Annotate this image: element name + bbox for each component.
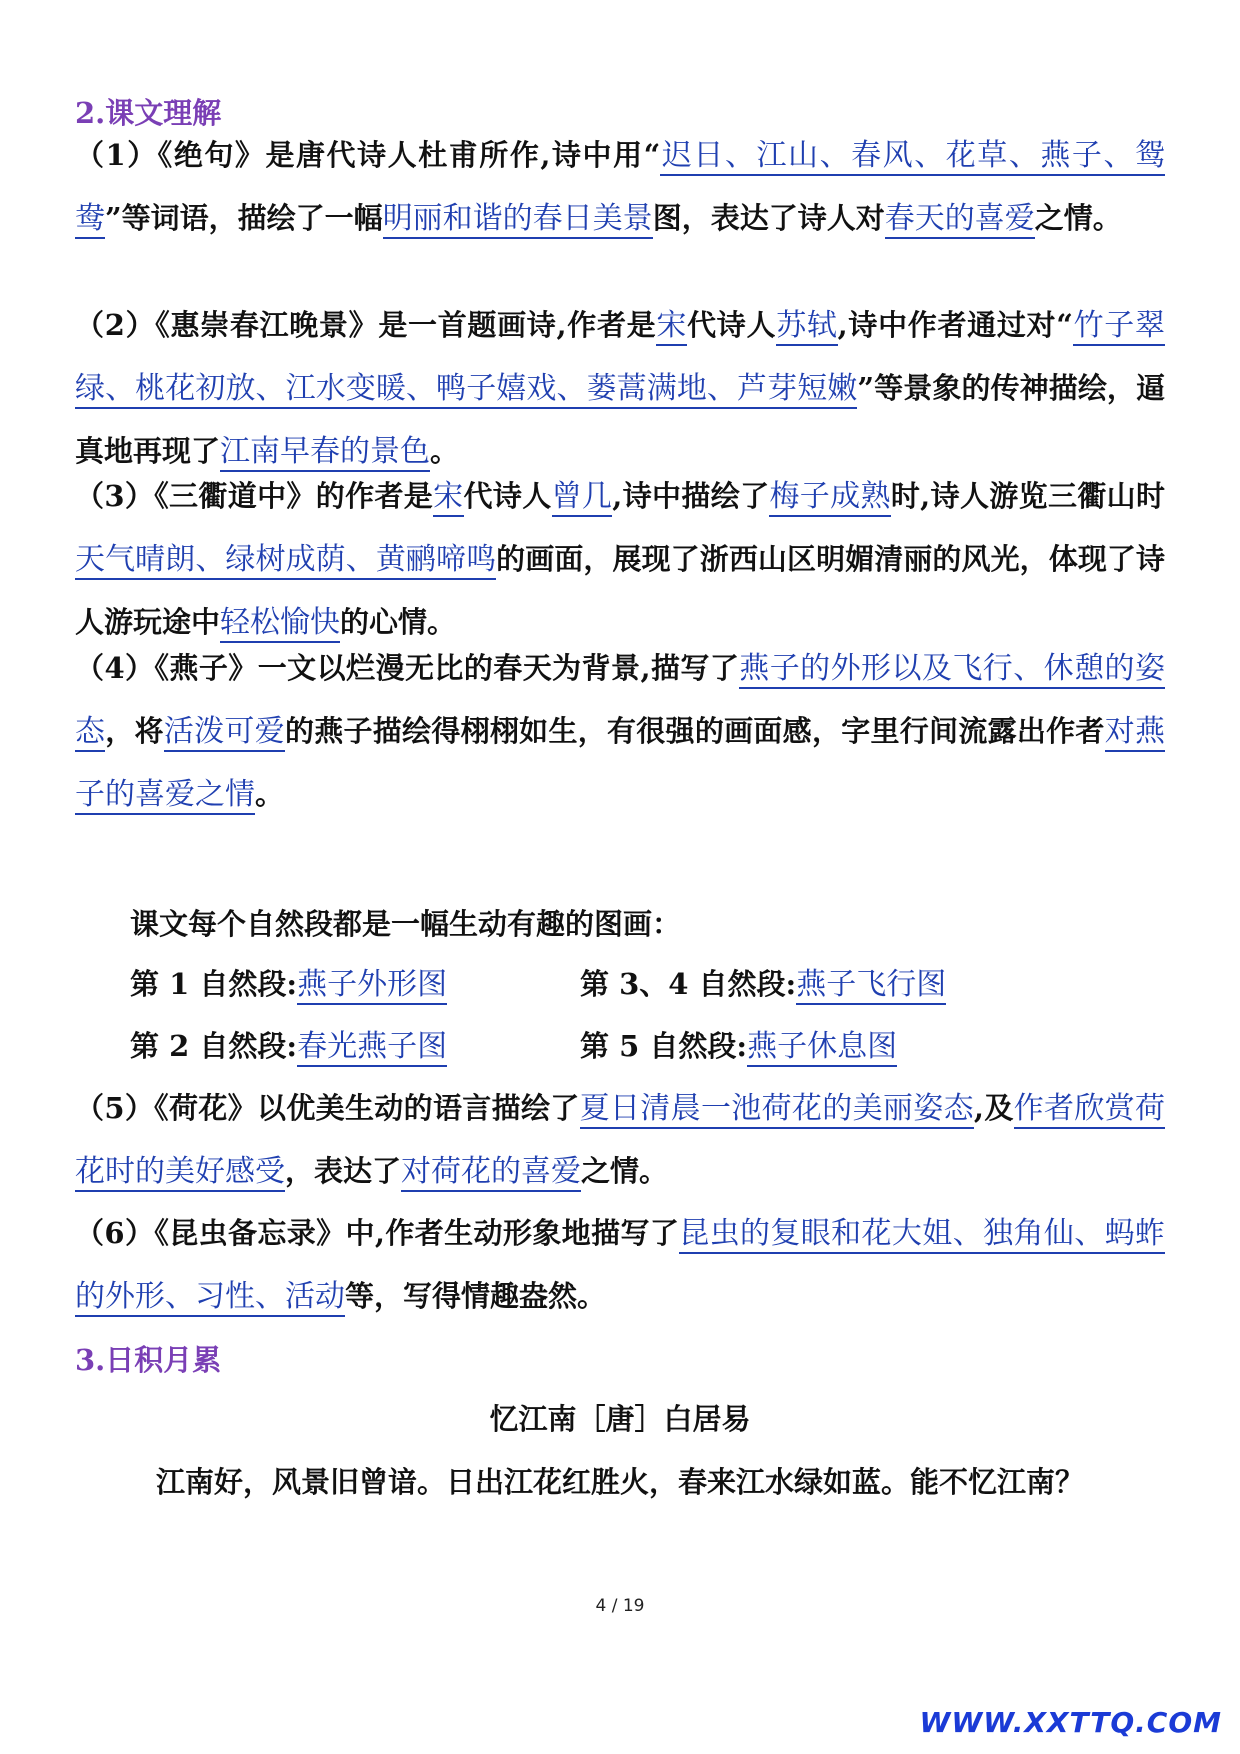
answer-blank: 天气晴朗、绿树成荫、黄鹂啼鸣: [75, 542, 496, 580]
answer-blank: 燕子外形图: [297, 967, 447, 1005]
answer-blank: 对荷花的喜爱: [401, 1154, 581, 1192]
label: 第 1 自然段:: [130, 967, 298, 1001]
para-picture-3-4: [580, 962, 946, 1007]
answer-blank: 昆虫的复眼和花大姐、独角仙、蚂蚱的外形、习性、活动: [75, 1216, 1165, 1317]
text: 之情。: [1034, 201, 1122, 235]
text: 之情。: [581, 1154, 669, 1188]
text: ”等景象的传神描绘，逼真地再现了: [75, 371, 1166, 468]
answer-blank: 迟日、江山、春风、花草、燕子、鸳鸯: [75, 138, 1165, 239]
text: （4）《燕子》一文以烂漫无比的春天为背景,描写了: [75, 651, 740, 685]
poem-body: 江南好，风景旧曾谙。日出江花红胜火，春来江水绿如蓝。能不忆江南？: [155, 1465, 1084, 1499]
site-watermark[interactable]: WWW.XXTTQ.COM: [919, 1706, 1222, 1739]
answer-blank: 春光燕子图: [297, 1029, 447, 1067]
section-heading-accumulation: 3.日积月累: [75, 1343, 222, 1377]
paragraph-6-kunchong: [75, 1202, 1165, 1328]
text: （3）《三衢道中》的作者是: [75, 479, 434, 513]
answer-blank: 梅子成熟: [769, 479, 890, 517]
answer-blank: 宋: [433, 479, 463, 517]
answer-blank: 燕子飞行图: [796, 967, 946, 1005]
text: ，表达了: [285, 1154, 402, 1188]
para-picture-2: [130, 1024, 447, 1069]
text: ,诗中描绘了: [612, 479, 770, 513]
answer-blank: 竹子翠绿、桃花初放、江水变暖、鸭子嬉戏、蒌蒿满地、芦芽短嫩: [75, 308, 1165, 409]
paragraph-3-sanqu: [75, 465, 1165, 654]
text: 的画面，展现了浙西山区明媚清丽的风光，体现了诗人游玩途中: [75, 542, 1165, 639]
answer-blank: 曾几: [552, 479, 613, 517]
section-heading-understanding: 2.课文理解: [75, 96, 222, 130]
text: 代诗人: [463, 479, 552, 513]
paragraph-2-huichong: [75, 294, 1165, 483]
text: ，将: [105, 714, 164, 748]
text: 。: [430, 434, 460, 468]
text: ,及: [973, 1091, 1014, 1125]
answer-blank: 苏轼: [776, 308, 837, 346]
poem-title: 忆江南［唐］白居易: [489, 1402, 751, 1436]
text: （6）《昆虫备忘录》中,作者生动形象地描写了: [75, 1216, 680, 1250]
label: 第 5 自然段:: [580, 1029, 748, 1063]
answer-blank: 对燕子的喜爱之情: [75, 714, 1165, 815]
text: （2）《惠崇春江晚景》是一首题画诗,作者是: [75, 308, 657, 342]
paragraph-4-yanzi: [75, 637, 1165, 826]
text: 时,诗人游览三衢山时: [890, 479, 1166, 513]
answer-blank: 江南早春的景色: [220, 434, 430, 472]
text: （5）《荷花》以优美生动的语言描绘了: [75, 1091, 580, 1125]
text: 等，写得情趣盎然。: [345, 1279, 607, 1313]
text: ”等词语，描绘了一幅: [105, 201, 383, 235]
paragraphs-intro: 课文每个自然段都是一幅生动有趣的图画：: [130, 907, 682, 941]
answer-blank: 燕子休息图: [747, 1029, 897, 1067]
text: 代诗人: [687, 308, 777, 342]
answer-blank: 燕子的外形以及飞行、休憩的姿态: [75, 651, 1165, 752]
label: 第 2 自然段:: [130, 1029, 298, 1063]
answer-blank: 夏日清晨一池荷花的美丽姿态: [580, 1091, 974, 1129]
text: 图，表达了诗人对: [652, 201, 885, 235]
answer-blank: 活泼可爱: [164, 714, 285, 752]
paragraph-5-hehua: [75, 1077, 1165, 1203]
paragraph-1-jueju: [75, 124, 1165, 250]
answer-blank: 宋: [656, 308, 687, 346]
answer-blank: 轻松愉快: [220, 605, 340, 643]
text: 的燕子描绘得栩栩如生，有很强的画面感，字里行间流露出作者: [284, 714, 1105, 748]
answer-blank: 作者欣赏荷花时的美好感受: [75, 1091, 1165, 1192]
para-picture-5: [580, 1024, 897, 1069]
para-picture-1: [130, 962, 447, 1007]
text: ,诗中作者通过对“: [837, 308, 1073, 342]
text: 。: [255, 777, 285, 811]
label: 第 3、4 自然段:: [580, 967, 797, 1001]
page-number: 4 / 19: [595, 1596, 645, 1616]
answer-blank: 春天的喜爱: [885, 201, 1035, 239]
text: 的心情。: [340, 605, 457, 639]
answer-blank: 明丽和谐的春日美景: [383, 201, 653, 239]
text: （1）《绝句》是唐代诗人杜甫所作,诗中用“: [75, 138, 661, 172]
